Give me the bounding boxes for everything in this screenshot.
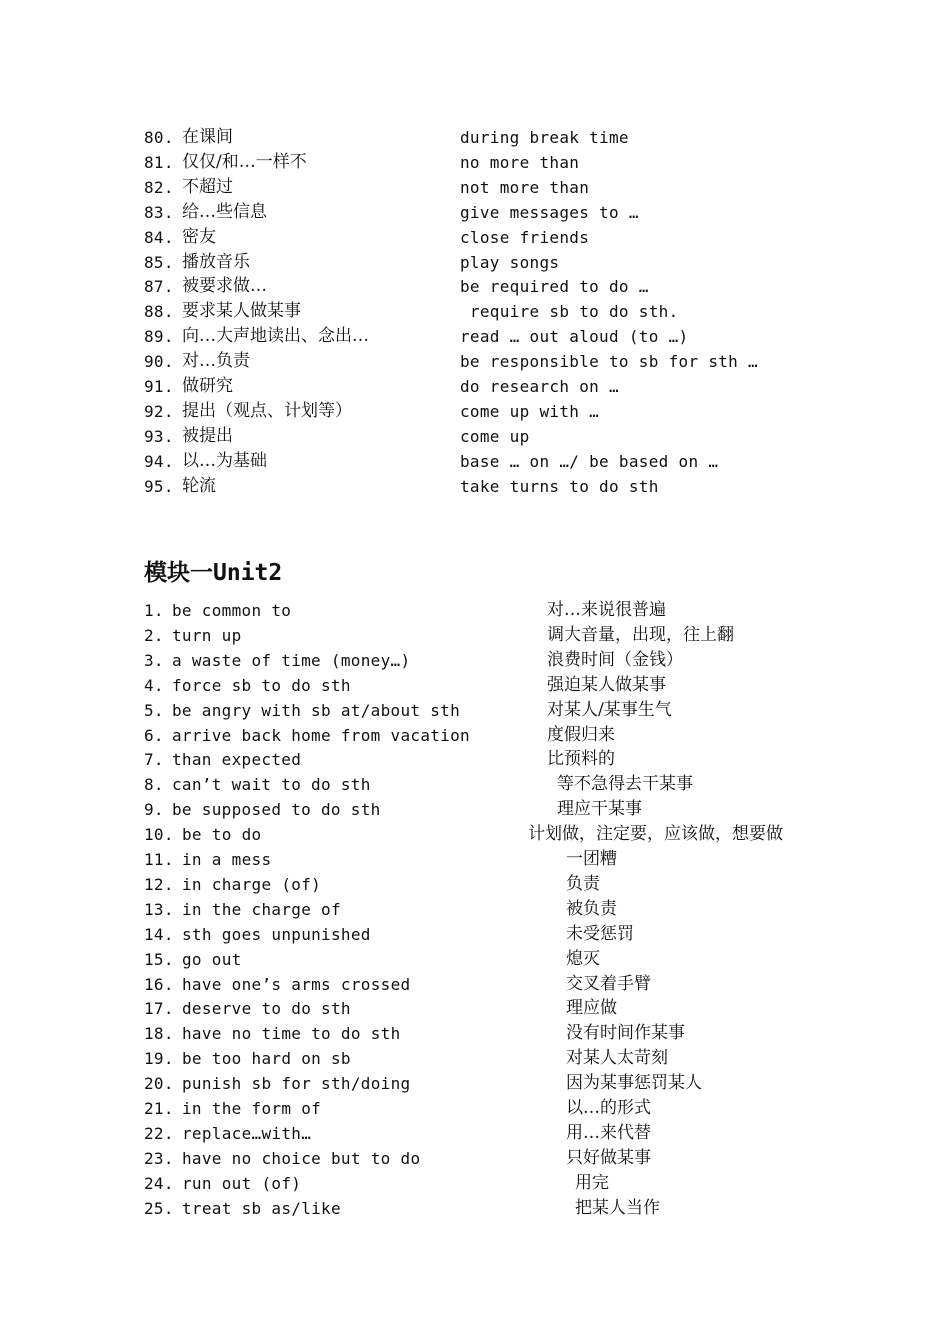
- item-chinese: 熄灭: [566, 948, 600, 969]
- item-english: deserve to do sth: [182, 999, 351, 1019]
- item-english: replace…with…: [182, 1123, 312, 1143]
- item-chinese: 播放音乐: [182, 251, 250, 272]
- item-chinese: 对…来说很普遍: [547, 600, 666, 620]
- item-chinese: 以…为基础: [182, 450, 267, 471]
- item-english: during break time: [460, 128, 629, 147]
- item-chinese: 以…的形式: [566, 1098, 651, 1118]
- item-english: do research on …: [460, 377, 619, 396]
- item-number: 1.: [144, 601, 164, 620]
- item-chinese: 理应干某事: [557, 799, 642, 820]
- item-chinese: 被要求做…: [182, 276, 267, 297]
- item-number: 90.: [144, 352, 174, 372]
- item-chinese: 对…负责: [182, 351, 250, 372]
- item-number: 7.: [144, 750, 164, 770]
- list-item: [0, 125, 950, 150]
- item-number: 16.: [144, 974, 174, 994]
- item-chinese: 要求某人做某事: [182, 301, 301, 322]
- item-english: require sb to do sth.: [460, 302, 679, 322]
- item-number: 92.: [144, 401, 174, 421]
- list-item: [0, 474, 950, 499]
- list-item: [0, 723, 950, 748]
- item-chinese: 交叉着手臂: [566, 973, 651, 994]
- item-number: 4.: [144, 675, 164, 695]
- item-english: turn up: [172, 625, 242, 645]
- item-number: 2.: [144, 625, 164, 645]
- list-item: [0, 200, 950, 225]
- item-english: be required to do …: [460, 277, 649, 297]
- list-item: [0, 1096, 950, 1121]
- heading-module: 模块一: [144, 559, 213, 586]
- list-item: [0, 598, 950, 623]
- item-number: 11.: [144, 850, 174, 869]
- list-item: [0, 1021, 950, 1046]
- list-item: [0, 847, 950, 872]
- list-item: [0, 698, 950, 723]
- list-item: [0, 299, 950, 324]
- item-number: 23.: [144, 1148, 174, 1168]
- item-chinese: 因为某事惩罚某人: [566, 1073, 702, 1094]
- item-english: come up: [460, 426, 530, 446]
- list-item: [0, 150, 950, 175]
- item-english: a waste of time (money…): [172, 650, 411, 670]
- item-number: 9.: [144, 800, 164, 820]
- item-number: 19.: [144, 1049, 174, 1069]
- item-english: be angry with sb at/about sth: [172, 700, 461, 720]
- list-item: [0, 175, 950, 200]
- item-english: come up with …: [460, 401, 600, 421]
- item-chinese: 未受惩罚: [566, 923, 634, 944]
- item-english: arrive back home from vacation: [172, 725, 470, 745]
- list-item: [0, 349, 950, 374]
- list-item: [0, 922, 950, 947]
- item-english: not more than: [460, 177, 590, 197]
- item-chinese: 对某人太苛刻: [566, 1048, 668, 1069]
- list-item: [0, 947, 950, 972]
- item-chinese: 做研究: [182, 376, 233, 396]
- item-english: have no choice but to do: [182, 1148, 421, 1168]
- item-english: run out (of): [182, 1173, 302, 1193]
- item-chinese: 计划做，注定要，应该做，想要做: [528, 824, 783, 845]
- item-chinese: 等不急得去干某事: [557, 774, 693, 795]
- item-number: 22.: [144, 1123, 174, 1143]
- item-english: be responsible to sb for sth …: [460, 352, 758, 372]
- item-number: 6.: [144, 725, 164, 745]
- item-chinese: 被提出: [182, 425, 233, 446]
- list-item: [0, 996, 950, 1021]
- item-number: 93.: [144, 426, 174, 446]
- list-item: [0, 797, 950, 822]
- item-english: force sb to do sth: [172, 675, 351, 695]
- item-chinese: 浪费时间（金钱）: [547, 649, 683, 670]
- item-chinese: 理应做: [566, 998, 617, 1019]
- item-chinese: 把某人当作: [575, 1197, 660, 1218]
- item-english: punish sb for sth/doing: [182, 1074, 411, 1094]
- item-chinese: 向…大声地读出、念出…: [182, 326, 369, 347]
- item-english: be too hard on sb: [182, 1049, 351, 1069]
- item-number: 21.: [144, 1099, 174, 1118]
- item-number: 95.: [144, 476, 174, 496]
- section-heading: [144, 558, 282, 588]
- item-number: 18.: [144, 1024, 174, 1044]
- list-item: [0, 424, 950, 449]
- item-english: sth goes unpunished: [182, 924, 371, 944]
- list-item: [0, 374, 950, 399]
- list-item: [0, 449, 950, 474]
- item-english: in charge (of): [182, 874, 322, 894]
- item-number: 84.: [144, 227, 174, 247]
- item-number: 89.: [144, 327, 174, 347]
- list-item: [0, 225, 950, 250]
- item-number: 14.: [144, 924, 174, 944]
- item-english: in the charge of: [182, 899, 341, 919]
- item-english: be common to: [172, 601, 292, 620]
- item-english: take turns to do sth: [460, 476, 659, 496]
- item-chinese: 在课间: [182, 127, 233, 147]
- item-chinese: 密友: [182, 226, 216, 247]
- list-item: [0, 822, 950, 847]
- item-number: 91.: [144, 377, 174, 396]
- item-chinese: 提出（观点、计划等）: [182, 400, 352, 421]
- item-number: 88.: [144, 302, 174, 322]
- list-item: [0, 1121, 950, 1146]
- item-chinese: 调大音量，出现，往上翻: [547, 624, 734, 645]
- list-item: [0, 972, 950, 997]
- list-item: [0, 1046, 950, 1071]
- item-number: 10.: [144, 825, 174, 845]
- item-chinese: 度假归来: [547, 724, 615, 745]
- item-english: can’t wait to do sth: [172, 775, 371, 795]
- item-number: 80.: [144, 128, 174, 147]
- list-item: [0, 1071, 950, 1096]
- list-item: [0, 623, 950, 648]
- item-number: 24.: [144, 1173, 174, 1193]
- item-chinese: 负责: [566, 873, 600, 894]
- item-chinese: 只好做某事: [566, 1147, 651, 1168]
- item-english: close friends: [460, 227, 590, 247]
- item-english: be supposed to do sth: [172, 800, 381, 820]
- list-item: [0, 1196, 950, 1221]
- list-item: [0, 772, 950, 797]
- item-english: be to do: [182, 825, 262, 845]
- item-english: have no time to do sth: [182, 1024, 401, 1044]
- item-number: 87.: [144, 277, 174, 297]
- item-chinese: 不超过: [182, 176, 233, 197]
- item-number: 25.: [144, 1198, 174, 1218]
- item-number: 5.: [144, 700, 164, 720]
- item-chinese: 没有时间作某事: [566, 1023, 685, 1044]
- item-number: 12.: [144, 874, 174, 894]
- item-number: 94.: [144, 451, 174, 471]
- item-chinese: 对某人/某事生气: [547, 699, 672, 720]
- item-chinese: 比预料的: [547, 749, 615, 770]
- item-number: 3.: [144, 650, 164, 670]
- item-english: have one’s arms crossed: [182, 974, 411, 994]
- item-english: in the form of: [182, 1099, 322, 1118]
- item-english: base … on …/ be based on …: [460, 451, 719, 471]
- list-item: [0, 673, 950, 698]
- item-english: in a mess: [182, 850, 272, 869]
- item-chinese: 强迫某人做某事: [547, 674, 666, 695]
- list-item: [0, 648, 950, 673]
- list-item: [0, 324, 950, 349]
- item-number: 8.: [144, 775, 164, 795]
- item-number: 20.: [144, 1074, 174, 1094]
- item-english: than expected: [172, 750, 302, 770]
- item-chinese: 用完: [575, 1172, 609, 1193]
- list-item: [0, 1171, 950, 1196]
- item-chinese: 仅仅/和…一样不: [182, 151, 307, 172]
- list-item: [0, 250, 950, 275]
- item-english: treat sb as/like: [182, 1198, 341, 1218]
- list-item: [0, 1146, 950, 1171]
- item-chinese: 被负责: [566, 898, 617, 919]
- item-number: 81.: [144, 152, 174, 172]
- item-english: read … out aloud (to …): [460, 327, 689, 347]
- item-number: 85.: [144, 252, 174, 272]
- item-english: give messages to …: [460, 202, 639, 222]
- item-chinese: 轮流: [182, 475, 216, 496]
- list-item: [0, 399, 950, 424]
- item-number: 82.: [144, 177, 174, 197]
- list-item: [0, 897, 950, 922]
- item-english: go out: [182, 949, 242, 969]
- item-english: no more than: [460, 152, 580, 172]
- heading-unit: Unit2: [213, 560, 283, 586]
- item-number: 13.: [144, 899, 174, 919]
- item-number: 83.: [144, 202, 174, 222]
- item-number: 17.: [144, 999, 174, 1019]
- item-chinese: 给…些信息: [182, 201, 267, 222]
- item-chinese: 用…来代替: [566, 1122, 651, 1143]
- list-item: [0, 872, 950, 897]
- list-item: [0, 274, 950, 299]
- list-item: [0, 747, 950, 772]
- item-number: 15.: [144, 949, 174, 969]
- item-chinese: 一团糟: [566, 849, 617, 869]
- item-english: play songs: [460, 252, 560, 272]
